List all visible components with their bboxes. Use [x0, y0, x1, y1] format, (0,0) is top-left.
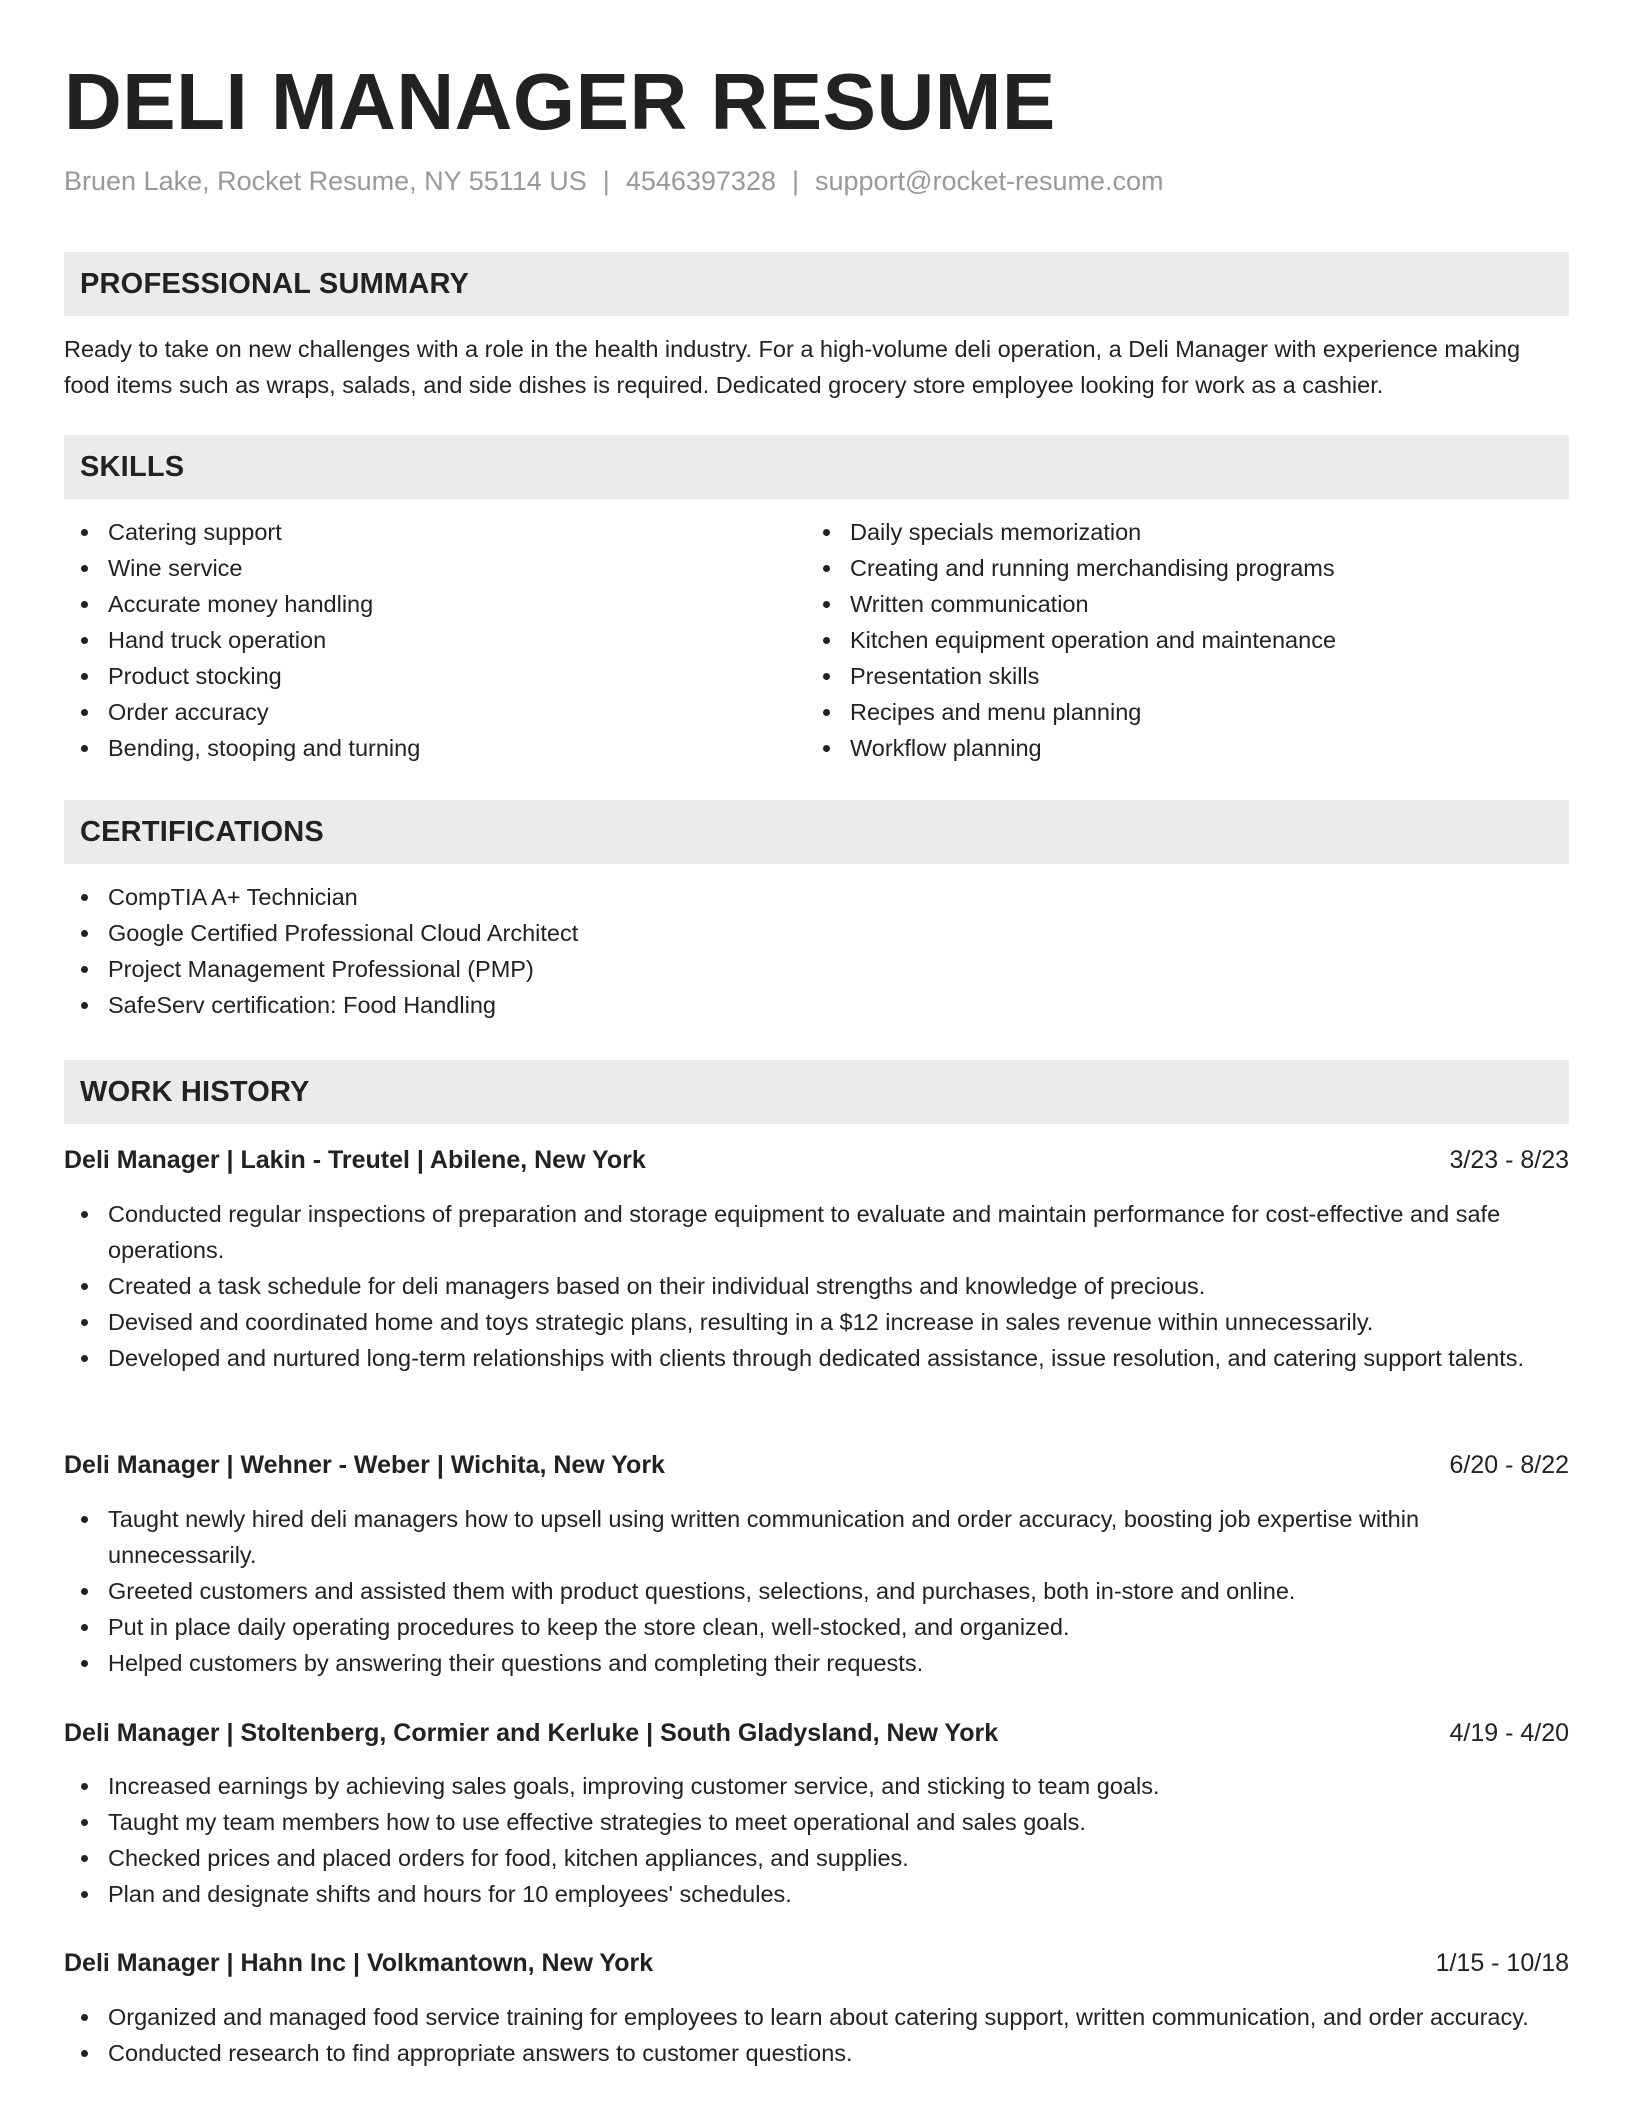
contact-separator: | — [791, 166, 799, 196]
job-bullet: Organized and managed food service training for employees to learn about catering support, written communication, and order accuracy. — [64, 1999, 1569, 2035]
job-bullet-list — [64, 1768, 1569, 1912]
skill-item: Order accuracy — [64, 694, 764, 730]
job-bullet: Created a task schedule for deli managers based on their individual strengths and knowledge of precious. — [64, 1268, 1569, 1304]
job-title: Deli Manager | Stoltenberg, Cormier and Kerluke | South Gladysland, New York — [64, 1719, 999, 1747]
job-bullet: Put in place daily operating procedures to keep the store clean, well-stocked, and organized. — [64, 1609, 1569, 1645]
skill-item: Bending, stooping and turning — [64, 730, 764, 766]
skills-list-right — [806, 514, 1506, 766]
job-bullet-list — [64, 1196, 1569, 1376]
contact-email: support@rocket-resume.com — [815, 166, 1164, 196]
skill-item: Workflow planning — [806, 730, 1506, 766]
job-heading — [64, 1945, 1569, 1981]
skill-item: Catering support — [64, 514, 764, 550]
summary-text: Ready to take on new challenges with a role in the health industry. For a high-volume deli operation, a Deli Manager with experience making food items such as wraps, salads, and side dishes is required. Dedicated grocery store employee looking for work as a cashier. — [64, 336, 1521, 398]
section-header-skills — [64, 435, 1569, 499]
skill-item: Accurate money handling — [64, 586, 764, 622]
job-bullet-list — [64, 1501, 1569, 1681]
job-bullet: Plan and designate shifts and hours for 10 employees' schedules. — [64, 1876, 1569, 1912]
certifications-list — [64, 879, 1569, 1023]
job-bullet: Devised and coordinated home and toys strategic plans, resulting in a $12 increase in sales revenue within unnecessarily. — [64, 1304, 1569, 1340]
skill-item: Recipes and menu planning — [806, 694, 1506, 730]
certification-item: Google Certified Professional Cloud Architect — [64, 915, 1569, 951]
contact-separator: | — [602, 166, 610, 196]
job-bullet: Conducted regular inspections of preparation and storage equipment to evaluate and maintain performance for cost-effective and safe operations. — [64, 1196, 1569, 1268]
skill-item: Written communication — [806, 586, 1506, 622]
job-bullet-list — [64, 1999, 1569, 2071]
skill-item: Presentation skills — [806, 658, 1506, 694]
certification-item: Project Management Professional (PMP) — [64, 951, 1569, 987]
job-dates: 4/19 - 4/20 — [1449, 1719, 1569, 1747]
job-dates: 1/15 - 10/18 — [1435, 1949, 1569, 1977]
job-title: Deli Manager | Lakin - Treutel | Abilene, New York — [64, 1146, 646, 1174]
job-bullet: Checked prices and placed orders for food, kitchen appliances, and supplies. — [64, 1840, 1569, 1876]
job-dates: 3/23 - 8/23 — [1449, 1146, 1569, 1174]
job-bullet: Greeted customers and assisted them with product questions, selections, and purchases, both in-store and online. — [64, 1573, 1569, 1609]
skill-item: Wine service — [64, 550, 764, 586]
skill-item: Hand truck operation — [64, 622, 764, 658]
skill-item: Creating and running merchandising programs — [806, 550, 1506, 586]
certification-item: SafeServ certification: Food Handling — [64, 987, 1569, 1023]
contact-address: Bruen Lake, Rocket Resume, NY 55114 US — [64, 166, 587, 196]
section-header-certifications — [64, 800, 1569, 864]
section-title: WORK HISTORY — [80, 1075, 310, 1108]
job-heading — [64, 1715, 1569, 1751]
job-title: Deli Manager | Wehner - Weber | Wichita, New York — [64, 1451, 665, 1479]
skills-list-left — [64, 514, 764, 766]
section-title: PROFESSIONAL SUMMARY — [80, 267, 470, 300]
job-bullet: Helped customers by answering their questions and completing their requests. — [64, 1645, 1569, 1681]
job-bullet: Increased earnings by achieving sales goals, improving customer service, and sticking to team goals. — [64, 1768, 1569, 1804]
contact-phone: 4546397328 — [625, 166, 776, 196]
certification-item: CompTIA A+ Technician — [64, 879, 1569, 915]
job-bullet: Taught my team members how to use effective strategies to meet operational and sales goals. — [64, 1804, 1569, 1840]
job-bullet: Conducted research to find appropriate answers to customer questions. — [64, 2035, 1569, 2071]
job-heading — [64, 1142, 1569, 1178]
job-bullet: Taught newly hired deli managers how to upsell using written communication and order accuracy, boosting job expertise within unnecessarily. — [64, 1501, 1569, 1573]
section-header-work-history — [64, 1060, 1569, 1124]
section-title: CERTIFICATIONS — [80, 815, 324, 848]
section-header-summary — [64, 252, 1569, 316]
job-bullet: Developed and nurtured long-term relationships with clients through dedicated assistance, issue resolution, and catering support talents. — [64, 1340, 1569, 1376]
skill-item: Kitchen equipment operation and maintenance — [806, 622, 1506, 658]
job-title: Deli Manager | Hahn Inc | Volkmantown, New York — [64, 1949, 654, 1977]
section-title: SKILLS — [80, 450, 185, 483]
contact-line — [64, 166, 1164, 197]
resume-title: DELI MANAGER RESUME — [64, 57, 1056, 146]
job-dates: 6/20 - 8/22 — [1449, 1451, 1569, 1479]
job-heading — [64, 1447, 1569, 1483]
skill-item: Product stocking — [64, 658, 764, 694]
skill-item: Daily specials memorization — [806, 514, 1506, 550]
